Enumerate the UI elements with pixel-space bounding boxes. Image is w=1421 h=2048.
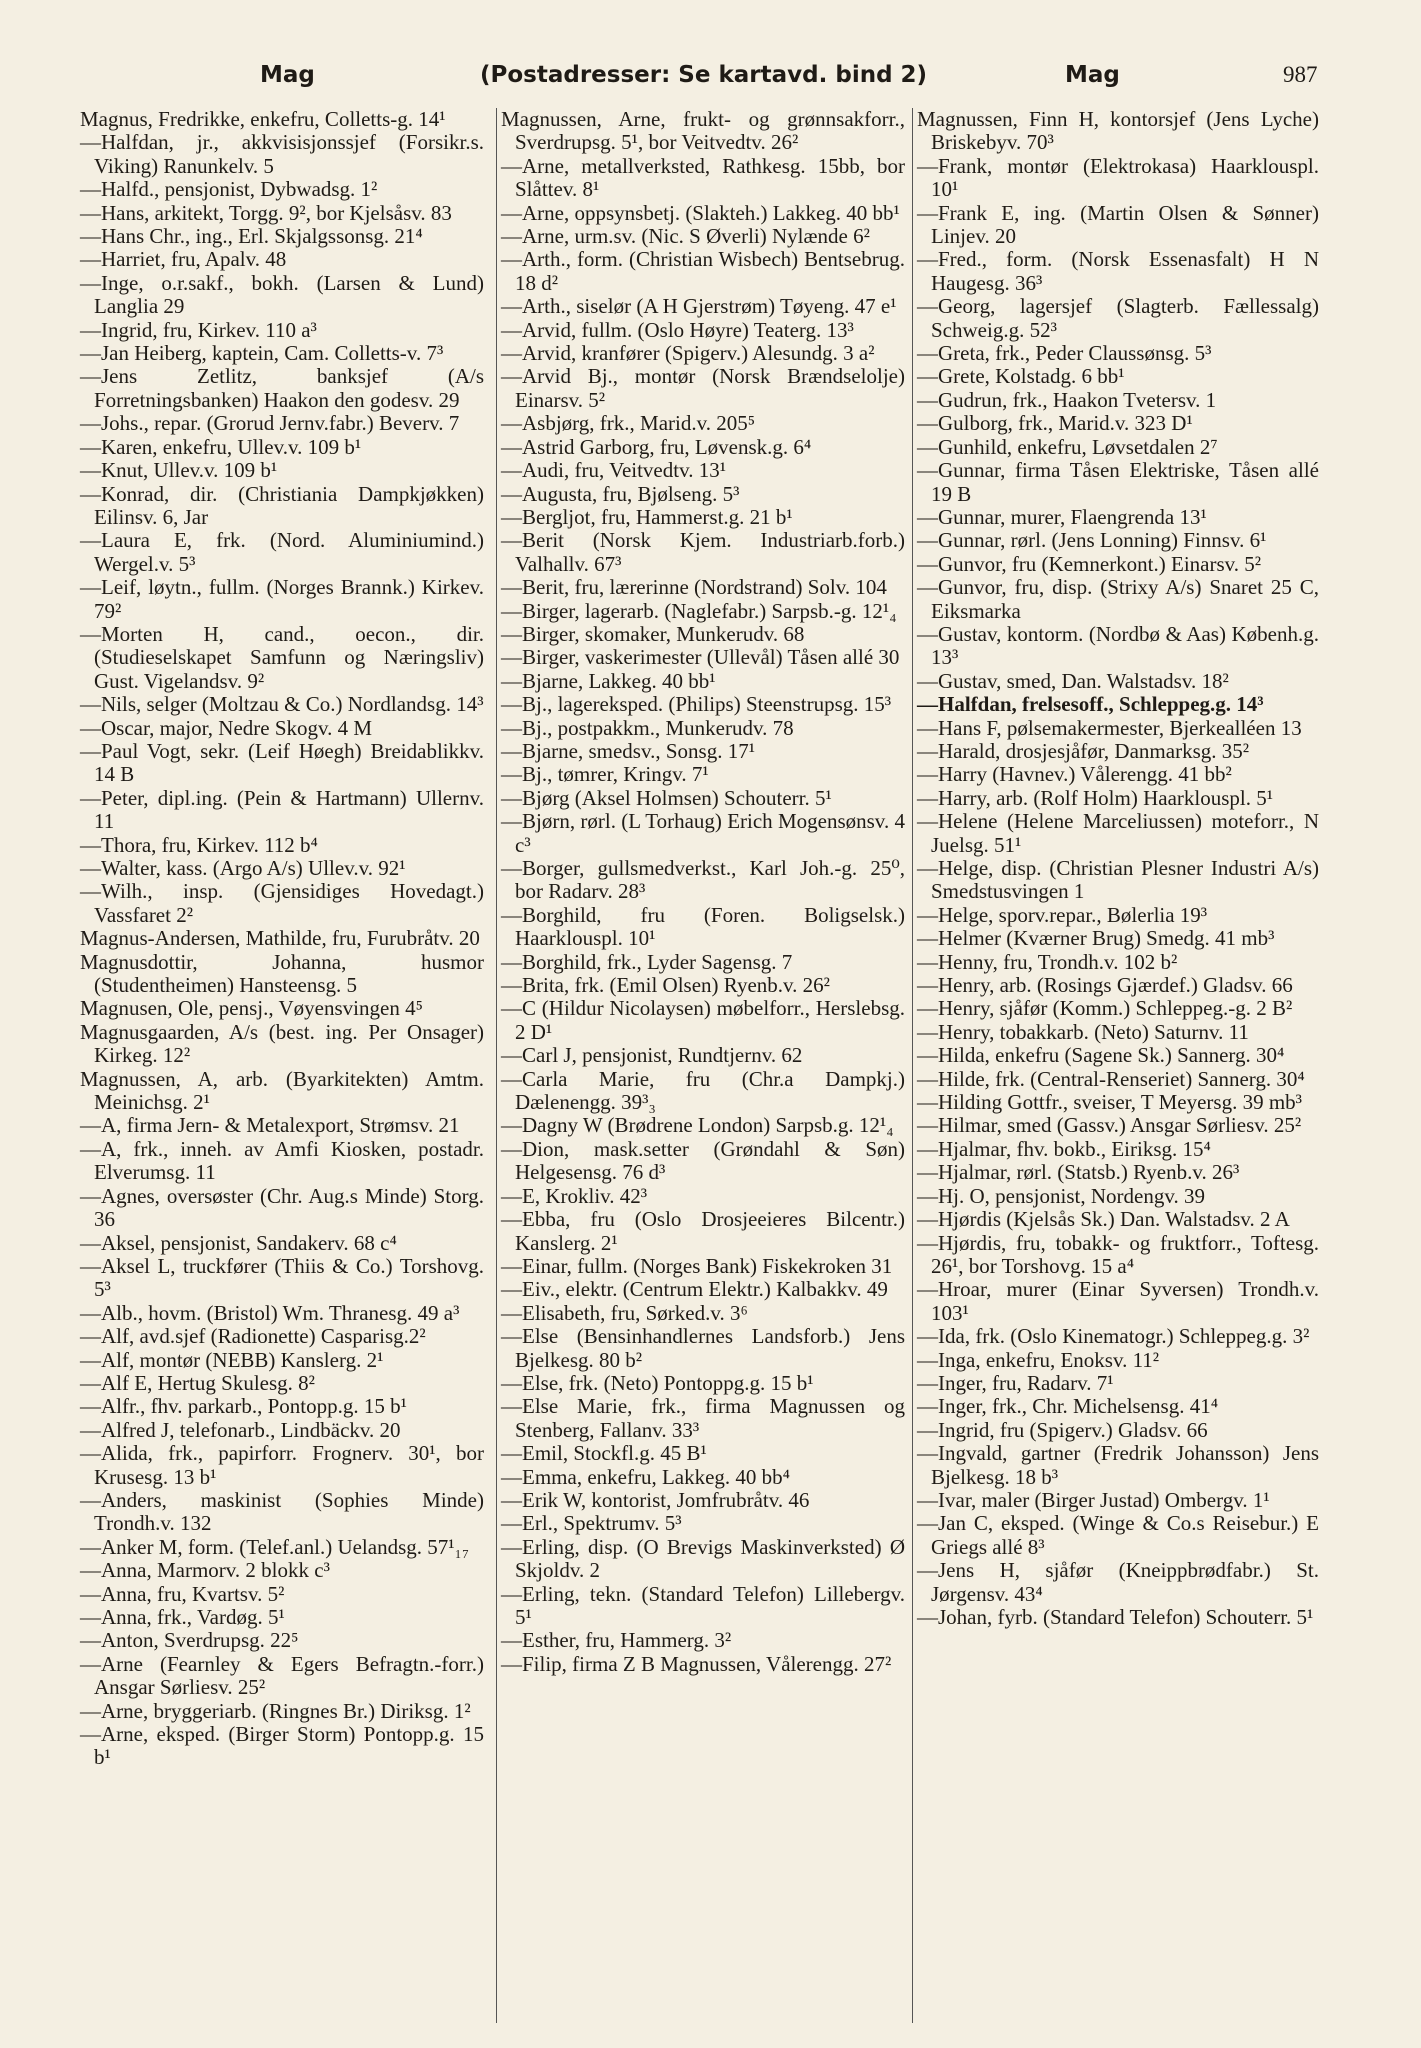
directory-entry: —Frank, montør (Elektrokasa) Haarklouspl. 10¹ (917, 153, 1319, 202)
directory-entry: —Gunhild, enkefru, Løvsetdalen 2⁷ (917, 434, 1218, 459)
directory-entry: —Ida, frk. (Oslo Kinematogr.) Schleppeg.g. 3² (917, 1324, 1310, 1349)
directory-entry: Magnus, Fredrikke, enkefru, Colletts-g. 14¹ (80, 107, 446, 131)
directory-entry: —Einar, fullm. (Norges Bank) Fiskekroken 31 (501, 1253, 893, 1278)
directory-entry: —Ingvald, gartner (Fredrik Johansson) Jens Bjelkesg. 18 b³ (917, 1441, 1319, 1489)
directory-entry: —Hjalmar, rørl. (Statsb.) Ryenb.v. 26³ (917, 1160, 1240, 1185)
directory-entry: —Hjørdis, fru, tobakk- og fruktforr., Toftesg. 26¹, bor Torshovg. 15 a⁴ (917, 1230, 1319, 1278)
directory-entry: —Berit (Norsk Kjem. Industriarb.forb.) Valhallv. 67³ (501, 528, 905, 576)
directory-entry: —Augusta, fru, Bjølseng. 5³ (501, 481, 740, 506)
directory-entry: —Paul Vogt, sekr. (Leif Høegh) Breidablikkv. 14 B (80, 738, 484, 787)
directory-entry: —Harriet, fru, Apalv. 48 (80, 247, 287, 272)
directory-entry: —Arvid, kranfører (Spigerv.) Alesundg. 3 a² (501, 341, 875, 366)
directory-entry: —Oscar, major, Nedre Skogv. 4 M (80, 715, 373, 740)
directory-entry: —Brita, frk. (Emil Olsen) Ryenb.v. 26² (501, 973, 830, 998)
directory-entry: —Hans F, pølsemakermester, Bjerkealléen 13 (917, 715, 1302, 740)
directory-entry: —Arne, bryggeriarb. (Ringnes Br.) Diriksg. 1² (80, 1698, 471, 1723)
directory-entry: —Gunnar, firma Tåsen Elektriske, Tåsen allé 19 B (917, 458, 1319, 506)
directory-entry: —Gunnar, rørl. (Jens Lonning) Finnsv. 6¹ (917, 528, 1267, 553)
directory-entry: —Dagny W (Brødrene London) Sarpsb.g. 12¹₄ (501, 1113, 894, 1138)
directory-entry: —Hj. O, pensjonist, Nordengv. 39 (917, 1183, 1205, 1208)
directory-entry: —Helge, disp. (Christian Plesner Industri A/s) Smedstusvingen 1 (917, 856, 1319, 904)
directory-entry: —Arth., form. (Christian Wisbech) Bentsebrug. 18 d² (501, 247, 905, 295)
directory-entry: —Emil, Stockfl.g. 45 B¹ (501, 1441, 707, 1466)
directory-entry: —Elisabeth, fru, Sørked.v. 3⁶ (501, 1300, 748, 1325)
directory-entry: —Jens Zetlitz, banksjef (A/s Forretningsbanken) Haakon den godesv. 29 (80, 364, 484, 412)
directory-entry: —Arne (Fearnley & Egers Befragtn.-forr.) Ansgar Sørliesv. 25² (80, 1651, 484, 1700)
directory-entry: —Jan C, eksped. (Winge & Co.s Reisebur.) E Griegs allé 8³ (917, 1511, 1319, 1559)
directory-entry: —Filip, firma Z B Magnussen, Vålerengg. 27² (501, 1651, 892, 1676)
directory-entry: —Bjørn, rørl. (L Torhaug) Erich Mogensønsv. 4 c³ (501, 809, 905, 857)
directory-entry: —Morten H, cand., oecon., dir. (Studieselskapet Samfunn og Næringsliv) Gust. Vigelandsv. 9² (80, 621, 484, 693)
directory-entry: —Walter, kass. (Argo A/s) Ullev.v. 92¹ (80, 856, 406, 880)
directory-entry: —Bj., tømrer, Kringv. 7¹ (501, 762, 709, 787)
directory-entry: —Harry (Havnev.) Vålerengg. 41 bb² (917, 762, 1232, 787)
directory-entry: —Birger, vaskerimester (Ullevål) Tåsen allé 30 (501, 645, 900, 670)
directory-entry: —Henry, arb. (Rosings Gjærdef.) Gladsv. 66 (917, 973, 1293, 998)
directory-entry: —Bj., lagereksped. (Philips) Steenstrupsg. 15³ (501, 692, 892, 717)
directory-entry: —A, frk., inneh. av Amfi Kiosken, postadr. Elverumsg. 11 (80, 1136, 484, 1185)
directory-entry: —Birger, skomaker, Munkerudv. 68 (501, 621, 805, 646)
page-header (80, 62, 1320, 102)
directory-entry: —Hjalmar, fhv. bokb., Eiriksg. 15⁴ (917, 1136, 1211, 1161)
directory-entry: —Erling, disp. (O Brevigs Maskinverksted) Ø Skjoldv. 2 (501, 1534, 905, 1583)
directory-entry: —Arne, metallverksted, Rathkesg. 15bb, bor Slåttev. 8¹ (501, 153, 905, 202)
directory-entry: —Else, frk. (Neto) Pontoppg.g. 15 b¹ (501, 1370, 814, 1395)
directory-entry: —Inge, o.r.sakf., bokh. (Larsen & Lund) Langlia 29 (80, 270, 484, 319)
directory-entry: —Anna, frk., Vardøg. 5¹ (80, 1605, 285, 1629)
directory-entry: —Alfr., fhv. parkarb., Pontopp.g. 15 b¹ (80, 1394, 407, 1419)
directory-entry: —Aksel L, truckfører (Thiis & Co.) Torshovg. 5³ (80, 1253, 484, 1302)
directory-entry: —Dion, mask.setter (Grøndahl & Søn) Helgesensg. 76 d³ (501, 1136, 905, 1185)
directory-entry: —Ingrid, fru (Spigerv.) Gladsv. 66 (917, 1417, 1208, 1442)
directory-entry: —Emma, enkefru, Lakkeg. 40 bb⁴ (501, 1464, 790, 1489)
directory-entry: —Bj., postpakkm., Munkerudv. 78 (501, 715, 794, 740)
directory-entry: —Anker M, form. (Telef.anl.) Uelandsg. 57¹₁₇ (80, 1534, 470, 1559)
directory-entry: —Inger, fru, Radarv. 7¹ (917, 1370, 1114, 1395)
directory-entry: —Inger, frk., Chr. Michelsensg. 41⁴ (917, 1394, 1219, 1419)
directory-entry: —Helmer (Kværner Brug) Smedg. 41 mb³ (917, 926, 1275, 951)
directory-entry: —Georg, lagersjef (Slagterb. Fællessalg) Schweig.g. 52³ (917, 294, 1319, 342)
column-left (80, 108, 484, 2023)
directory-entry: —Peter, dipl.ing. (Pein & Hartmann) Ullernv. 11 (80, 785, 484, 834)
directory-entry: —Bergljot, fru, Hammerst.g. 21 b¹ (501, 504, 793, 529)
directory-entry: —E, Krokliv. 42³ (501, 1183, 648, 1208)
column-middle (496, 108, 905, 2023)
directory-entry: —Gustav, kontorm. (Nordbø & Aas) Københ.g. 13³ (917, 621, 1319, 670)
directory-entry: —Ivar, maler (Birger Justad) Ombergv. 1¹ (917, 1487, 1270, 1512)
directory-entry: —Arne, eksped. (Birger Storm) Pontopp.g. 15 b¹ (80, 1722, 484, 1770)
directory-entry: —Greta, frk., Peder Claussønsg. 5³ (917, 341, 1212, 366)
directory-entry: Magnussen, A, arb. (Byarkitekten) Amtm. Meinichsg. 2¹ (80, 1066, 484, 1115)
directory-entry: Magnus-Andersen, Mathilde, fru, Furubråtv. 20 (80, 926, 480, 951)
directory-entry: —Nils, selger (Moltzau & Co.) Nordlandsg. 14³ (80, 692, 484, 717)
directory-entry: —Jan Heiberg, kaptein, Cam. Colletts-v. 7³ (80, 341, 444, 366)
directory-entry: —A, firma Jern- & Metalexport, Strømsv. 21 (80, 1113, 460, 1138)
directory-entry: —Helge, sporv.repar., Bølerlia 19³ (917, 902, 1208, 927)
directory-entry: —Henny, fru, Trondh.v. 102 b² (917, 949, 1178, 974)
directory-entry: —Alf, montør (NEBB) Kanslerg. 2¹ (80, 1347, 384, 1372)
directory-entry: —Johan, fyrb. (Standard Telefon) Schouterr. 5¹ (917, 1605, 1314, 1629)
directory-entry: —Erik W, kontorist, Jomfrubråtv. 46 (501, 1487, 810, 1512)
directory-entry: —Grete, Kolstadg. 6 bb¹ (917, 364, 1125, 389)
directory-entry: —Alfred J, telefonarb., Lindbäckv. 20 (80, 1417, 401, 1442)
directory-entry: —Borghild, fru (Foren. Boligselsk.) Haarklouspl. 10¹ (501, 902, 905, 951)
directory-entry: —Halfd., pensjonist, Dybwadsg. 1² (80, 177, 378, 202)
directory-entry: —Borger, gullsmedverkst., Karl Joh.-g. 25⁰, bor Radarv. 28³ (501, 856, 905, 904)
directory-entry: —Hilde, frk. (Central-Renseriet) Sannerg. 30⁴ (917, 1066, 1305, 1091)
directory-entry: —Alf E, Hertug Skulesg. 8² (80, 1370, 315, 1395)
directory-entry: —C (Hildur Nicolaysen) møbelforr., Herslebsg. 2 D¹ (501, 996, 905, 1044)
directory-entry: Magnusen, Ole, pensj., Vøyensvingen 4⁵ (80, 996, 423, 1021)
directory-entry: —Hilding Gottfr., sveiser, T Meyersg. 39 mb³ (917, 1090, 1302, 1115)
directory-entry: —Alf, avd.sjef (Radionette) Casparisg.2² (80, 1324, 426, 1349)
directory-entry: —Else Marie, frk., firma Magnussen og Stenberg, Fallanv. 33³ (501, 1394, 905, 1442)
directory-entry: —Bjarne, smedsv., Sonsg. 17¹ (501, 738, 756, 763)
directory-entry: —Henry, tobakkarb. (Neto) Saturnv. 11 (917, 1019, 1249, 1044)
directory-entry: —Else (Bensinhandlernes Landsforb.) Jens Bjelkesg. 80 b² (501, 1324, 905, 1372)
directory-entry: —Audi, fru, Veitvedtv. 13¹ (501, 458, 727, 483)
directory-entry: —Anders, maskinist (Sophies Minde) Trondh.v. 132 (80, 1487, 484, 1536)
directory-entry: —Aksel, pensjonist, Sandakerv. 68 c⁴ (80, 1230, 397, 1255)
directory-entry: —Jens H, sjåfør (Kneippbrødfabr.) St. Jørgensv. 43⁴ (917, 1558, 1319, 1606)
directory-entry: —Gunvor, fru (Kemnerkont.) Einarsv. 5² (917, 551, 1262, 576)
directory-entry: Magnussen, Finn H, kontorsjef (Jens Lyche) Briskebyv. 70³ (917, 107, 1319, 155)
directory-entry: —Wilh., insp. (Gjensidiges Hovedagt.) Vassfaret 2² (80, 879, 484, 927)
directory-entry: —Bjarne, Lakkeg. 40 bb¹ (501, 668, 716, 693)
page-number: 987 (1283, 62, 1318, 87)
directory-entry: —Gulborg, frk., Marid.v. 323 D¹ (917, 411, 1193, 436)
directory-entry: —Hjørdis (Kjelsås Sk.) Dan. Walstadsv. 2 A (917, 1207, 1290, 1232)
directory-entry: —Halfdan, jr., akkvisisjonssjef (Forsikr.s. Viking) Ranunkelv. 5 (80, 130, 484, 178)
directory-entry: —Hilmar, smed (Gassv.) Ansgar Sørliesv. 25² (917, 1113, 1302, 1138)
directory-entry: —Konrad, dir. (Christiania Dampkjøkken) Eilinsv. 6, Jar (80, 481, 484, 529)
directory-entry: —Johs., repar. (Grorud Jernv.fabr.) Beverv. 7 (80, 411, 460, 436)
directory-entry: —Knut, Ullev.v. 109 b¹ (80, 458, 278, 483)
directory-entry: —Henry, sjåfør (Komm.) Schleppeg.-g. 2 B² (917, 996, 1293, 1021)
directory-entry: —Arvid Bj., montør (Norsk Brændselolje) Einarsv. 5² (501, 364, 905, 412)
directory-entry: —Laura E, frk. (Nord. Aluminiumind.) Wergel.v. 5³ (80, 528, 484, 576)
directory-entry: —Erling, tekn. (Standard Telefon) Lillebergv. 5¹ (501, 1581, 905, 1629)
directory-entry: —Harry, arb. (Rolf Holm) Haarklouspl. 5¹ (917, 785, 1274, 810)
directory-entry: —Hans, arkitekt, Torgg. 9², bor Kjelsåsv. 83 (80, 200, 452, 225)
header-left-guide-word: Mag (260, 62, 315, 88)
directory-entry: —Gustav, smed, Dan. Walstadsv. 18² (917, 668, 1229, 693)
directory-entry: —Gunnar, murer, Flaengrenda 13¹ (917, 504, 1207, 529)
directory-entry: —Hilda, enkefru (Sagene Sk.) Sannerg. 30⁴ (917, 1043, 1285, 1068)
directory-entry: —Arth., siselør (A H Gjerstrøm) Tøyeng. 47 e¹ (501, 294, 897, 319)
directory-entry: —Gunvor, fru, disp. (Strixy A/s) Snaret 25 C, Eiksmarka (917, 575, 1319, 623)
directory-entry: —Asbjørg, frk., Marid.v. 205⁵ (501, 411, 756, 436)
directory-entry: —Berit, fru, lærerinne (Nordstrand) Solv. 104 (501, 575, 887, 600)
directory-entry: —Hroar, murer (Einar Syversen) Trondh.v. 103¹ (917, 1277, 1319, 1325)
directory-entry: —Harald, drosjesjåfør, Danmarksg. 35² (917, 738, 1250, 763)
directory-entry: —Inga, enkefru, Enoksv. 11² (917, 1347, 1160, 1372)
directory-entry: —Anton, Sverdrupsg. 22⁵ (80, 1628, 299, 1653)
directory-entry: —Anna, Marmorv. 2 blokk c³ (80, 1558, 330, 1583)
directory-entry: —Fred., form. (Norsk Essenasfalt) H N Haugesg. 36³ (917, 247, 1319, 295)
directory-entry: —Thora, fru, Kirkev. 112 b⁴ (80, 832, 318, 857)
directory-entry: —Hans Chr., ing., Erl. Skjalgssonsg. 21⁴ (80, 224, 423, 249)
directory-entry: —Carla Marie, fru (Chr.a Dampkj.) Dælenengg. 39³₃ (501, 1066, 905, 1115)
directory-entry: —Birger, lagerarb. (Naglefabr.) Sarpsb.-g. 12¹₄ (501, 598, 897, 623)
directory-entry: —Leif, løytn., fullm. (Norges Brannk.) Kirkev. 79² (80, 575, 484, 623)
directory-entry: —Eiv., elektr. (Centrum Elektr.) Kalbakkv. 49 (501, 1277, 888, 1302)
directory-entry: —Halfdan, frelsesoff., Schleppeg.g. 14³ (917, 692, 1264, 717)
directory-entry: Magnusgaarden, A/s (best. ing. Per Onsager) Kirkeg. 12² (80, 1019, 484, 1068)
directory-entry: —Alb., hovm. (Bristol) Wm. Thranesg. 49 a³ (80, 1300, 460, 1325)
directory-entry: —Gudrun, frk., Haakon Tvetersv. 1 (917, 387, 1217, 412)
directory-entry: —Arne, urm.sv. (Nic. S Øverli) Nylænde 6² (501, 224, 870, 249)
directory-entry: —Astrid Garborg, fru, Løvensk.g. 6⁴ (501, 434, 812, 459)
directory-entry: —Ebba, fru (Oslo Drosjeeieres Bilcentr.) Kanslerg. 2¹ (501, 1207, 905, 1255)
header-center-note: (Postadresser: Se kartavd. bind 2) (480, 62, 928, 88)
directory-entry: —Karen, enkefru, Ullev.v. 109 b¹ (80, 434, 362, 459)
directory-entry: —Borghild, frk., Lyder Sagensg. 7 (501, 949, 793, 974)
directory-entry: —Frank E, ing. (Martin Olsen & Sønner) Linjev. 20 (917, 200, 1319, 249)
directory-entry: —Anna, fru, Kvartsv. 5² (80, 1581, 285, 1606)
directory-entry: —Agnes, oversøster (Chr. Aug.s Minde) Storg. 36 (80, 1183, 484, 1232)
directory-entry: —Esther, fru, Hammerg. 3² (501, 1628, 732, 1653)
directory-entry: —Alida, frk., papirforr. Frognerv. 30¹, bor Krusesg. 13 b¹ (80, 1441, 484, 1489)
directory-entry: —Erl., Spektrumv. 5³ (501, 1511, 682, 1536)
directory-entry: —Bjørg (Aksel Holmsen) Schouterr. 5¹ (501, 785, 832, 810)
directory-entry: —Helene (Helene Marceliussen) moteforr., N Juelsg. 51¹ (917, 809, 1319, 857)
directory-entry: —Ingrid, fru, Kirkev. 110 a³ (80, 317, 317, 342)
directory-entry: Magnussen, Arne, frukt- og grønnsakforr., Sverdrupsg. 5¹, bor Veitvedtv. 26² (501, 107, 905, 155)
directory-entry: —Arne, oppsynsbetj. (Slakteh.) Lakkeg. 40 bb¹ (501, 200, 900, 225)
directory-entry: —Arvid, fullm. (Oslo Høyre) Teaterg. 13³ (501, 317, 854, 342)
directory-entry: —Carl J, pensjonist, Rundtjernv. 62 (501, 1043, 803, 1068)
column-right (912, 108, 1319, 2023)
directory-entry: Magnusdottir, Johanna, husmor (Studentheimen) Hansteensg. 5 (80, 949, 484, 998)
header-right-guide-word: Mag (1065, 62, 1120, 88)
